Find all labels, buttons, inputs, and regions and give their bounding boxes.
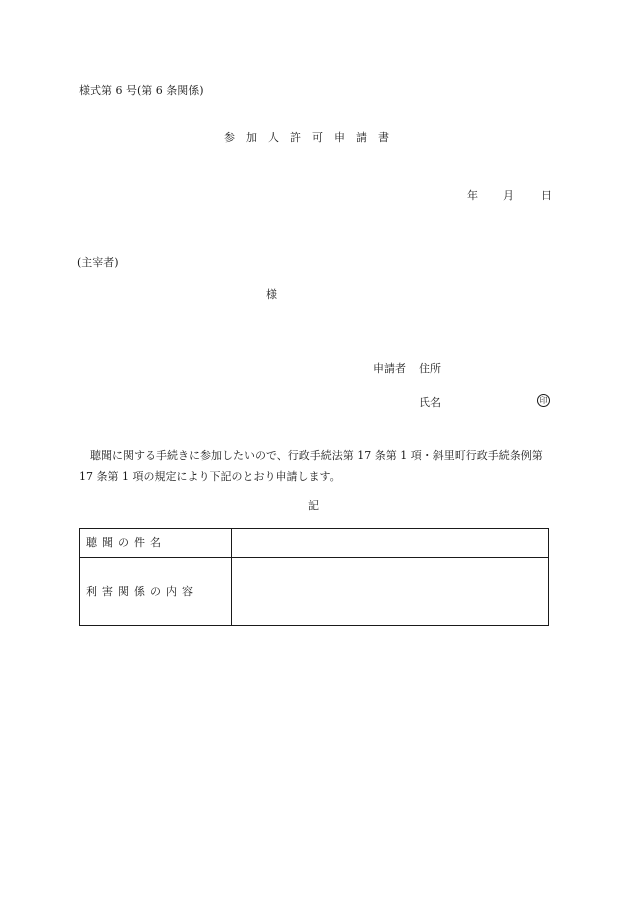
details-table <box>79 528 549 626</box>
seal-mark: 印 <box>537 394 550 407</box>
honorific: 様 <box>266 288 277 301</box>
table-row-interest-details <box>80 558 549 626</box>
form-number: 様式第 6 号(第 6 条関係) <box>79 84 204 97</box>
interest-details-field[interactable] <box>232 558 549 626</box>
date-line <box>467 189 552 203</box>
hearing-subject-label: 聴聞の件名 <box>80 529 232 558</box>
name-label: 氏名 <box>419 396 441 409</box>
body-paragraph: 聴聞に関する手続きに参加したいので、行政手続法第 17 条第 1 項・斜里町行政手続条例第 17 条第 1 項の規定により下記のとおり申請します。 <box>79 449 543 483</box>
record-mark: 記 <box>308 499 319 512</box>
date-day-label: 日 <box>541 189 552 202</box>
table-row-hearing-subject <box>80 529 549 558</box>
hearing-subject-field[interactable] <box>232 529 549 558</box>
document-title: 参加人許可申請書 <box>224 131 400 144</box>
date-year-label: 年 <box>467 189 478 202</box>
date-month-label: 月 <box>503 189 514 202</box>
address-label: 住所 <box>419 362 441 375</box>
organizer-label: (主宰者) <box>77 256 119 269</box>
interest-details-label: 利害関係の内容 <box>80 558 232 626</box>
applicant-label: 申請者 <box>373 362 406 375</box>
